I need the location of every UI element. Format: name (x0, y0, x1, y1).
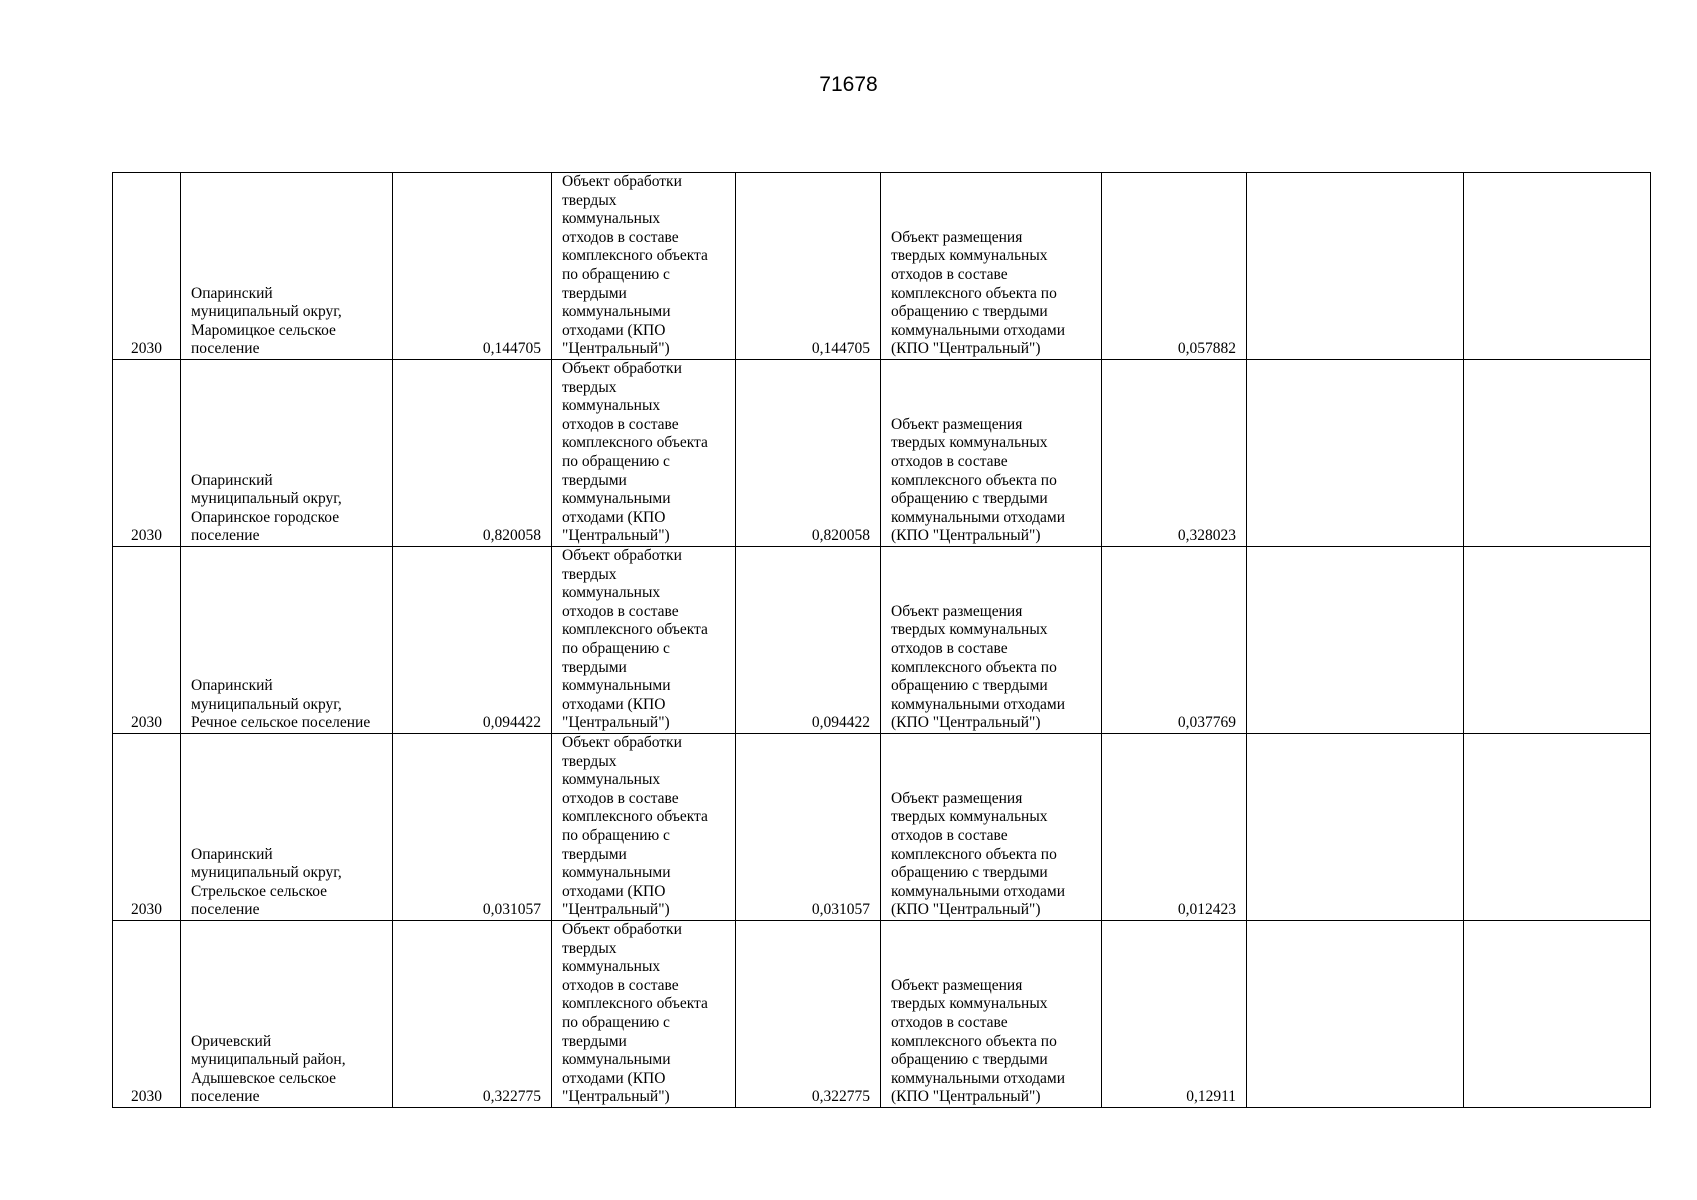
empty-cell (1247, 734, 1464, 921)
municipality-cell: Опаринский муниципальный округ, Речное сельское поселение (181, 547, 393, 734)
volume-processing-cell: 0,031057 (736, 734, 881, 921)
placement-object-cell: Объект размещения твердых коммунальных отходов в составе комплексного объекта по обращению с твердыми коммунальными отходами (КПО "Центральный") (881, 173, 1102, 360)
volume-placement-cell: 0,328023 (1102, 360, 1247, 547)
volume-placement-cell: 0,012423 (1102, 734, 1247, 921)
placement-object-cell: Объект размещения твердых коммунальных отходов в составе комплексного объекта по обращению с твердыми коммунальными отходами (КПО "Центральный") (881, 921, 1102, 1108)
table-row (113, 547, 1651, 734)
empty-cell (1247, 173, 1464, 360)
table-body (113, 173, 1651, 1108)
year-cell: 2030 (113, 734, 181, 921)
municipality-cell: Опаринский муниципальный округ, Маромицкое сельское поселение (181, 173, 393, 360)
table-row (113, 360, 1651, 547)
volume-processing-cell: 0,820058 (736, 360, 881, 547)
processing-object-cell: Объект обработки твердых коммунальных отходов в составе комплексного объекта по обращению с твердыми коммунальными отходами (КПО "Центральный") (552, 734, 736, 921)
empty-cell (1464, 360, 1651, 547)
volume-placement-cell: 0,12911 (1102, 921, 1247, 1108)
empty-cell (1247, 547, 1464, 734)
empty-cell (1247, 921, 1464, 1108)
processing-object-cell: Объект обработки твердых коммунальных отходов в составе комплексного объекта по обращению с твердыми коммунальными отходами (КПО "Центральный") (552, 173, 736, 360)
year-cell: 2030 (113, 547, 181, 734)
placement-object-cell: Объект размещения твердых коммунальных отходов в составе комплексного объекта по обращению с твердыми коммунальными отходами (КПО "Центральный") (881, 360, 1102, 547)
table-row (113, 173, 1651, 360)
municipality-cell: Опаринский муниципальный округ, Стрельское сельское поселение (181, 734, 393, 921)
empty-cell (1464, 547, 1651, 734)
empty-cell (1247, 360, 1464, 547)
placement-object-cell: Объект размещения твердых коммунальных отходов в составе комплексного объекта по обращению с твердыми коммунальными отходами (КПО "Центральный") (881, 547, 1102, 734)
year-cell: 2030 (113, 173, 181, 360)
volume-placement-cell: 0,037769 (1102, 547, 1247, 734)
volume-processing-cell: 0,322775 (736, 921, 881, 1108)
processing-object-cell: Объект обработки твердых коммунальных отходов в составе комплексного объекта по обращению с твердыми коммунальными отходами (КПО "Центральный") (552, 921, 736, 1108)
volume-total-cell: 0,094422 (393, 547, 552, 734)
table-row (113, 734, 1651, 921)
waste-flow-table (112, 172, 1651, 1108)
volume-total-cell: 0,820058 (393, 360, 552, 547)
municipality-cell: Опаринский муниципальный округ, Опаринское городское поселение (181, 360, 393, 547)
empty-cell (1464, 921, 1651, 1108)
volume-processing-cell: 0,094422 (736, 547, 881, 734)
volume-total-cell: 0,031057 (393, 734, 552, 921)
table-row (113, 921, 1651, 1108)
municipality-cell: Оричевский муниципальный район, Адышевское сельское поселение (181, 921, 393, 1108)
empty-cell (1464, 173, 1651, 360)
year-cell: 2030 (113, 360, 181, 547)
volume-processing-cell: 0,144705 (736, 173, 881, 360)
processing-object-cell: Объект обработки твердых коммунальных отходов в составе комплексного объекта по обращению с твердыми коммунальными отходами (КПО "Центральный") (552, 360, 736, 547)
placement-object-cell: Объект размещения твердых коммунальных отходов в составе комплексного объекта по обращению с твердыми коммунальными отходами (КПО "Центральный") (881, 734, 1102, 921)
processing-object-cell: Объект обработки твердых коммунальных отходов в составе комплексного объекта по обращению с твердыми коммунальными отходами (КПО "Центральный") (552, 547, 736, 734)
page-number: 71678 (819, 73, 878, 96)
volume-placement-cell: 0,057882 (1102, 173, 1247, 360)
volume-total-cell: 0,322775 (393, 921, 552, 1108)
volume-total-cell: 0,144705 (393, 173, 552, 360)
empty-cell (1464, 734, 1651, 921)
year-cell: 2030 (113, 921, 181, 1108)
